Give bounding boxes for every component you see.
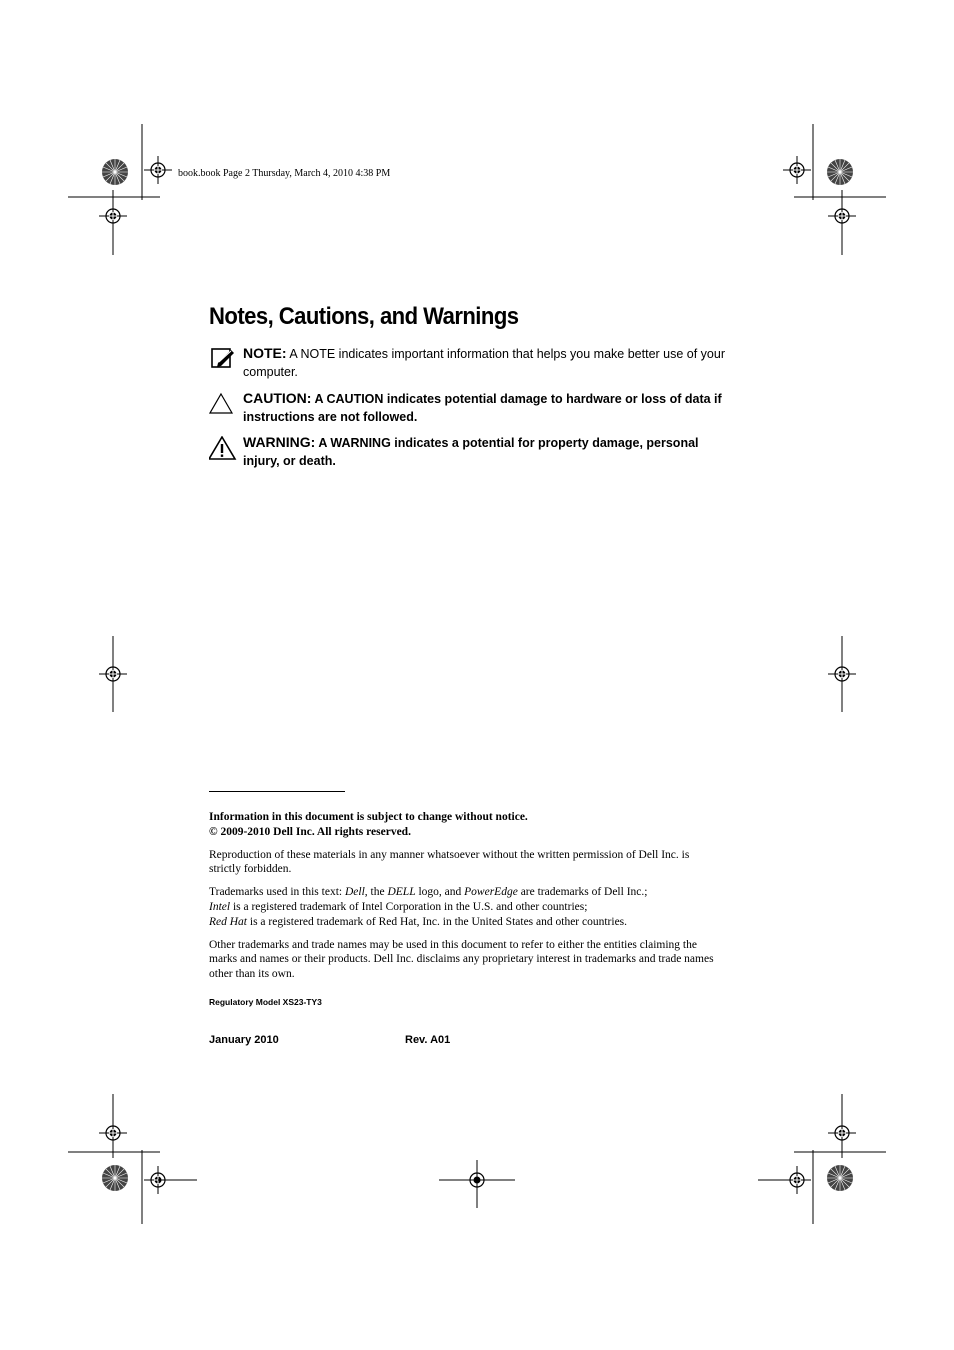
warning-notice xyxy=(209,434,729,470)
legal-copyright: © 2009-2010 Dell Inc. All rights reserved. xyxy=(209,825,411,838)
regulatory-model: Regulatory Model XS23-TY3 xyxy=(209,997,322,1007)
legal-trademarks: Trademarks used in this text: Dell, the DELL logo, and PowerEdge are trademarks of Dell Inc.; Intel is a registered trademark of Intel Corporation in the U.S. and other countries; Red Hat is a registered trademark of Red Hat, Inc. in the United States and other countries. xyxy=(209,886,648,928)
running-header: book.book Page 2 Thursday, March 4, 2010 4:38 PM xyxy=(178,168,391,179)
warning-text: A WARNING indicates a potential for property damage, personal injury, or death. xyxy=(243,436,699,468)
page-title: Notes, Cautions, and Warnings xyxy=(209,303,519,330)
caution-label: CAUTION: xyxy=(243,390,312,406)
caution-text: A CAUTION indicates potential damage to hardware or loss of data if instructions are not followed. xyxy=(243,392,722,424)
publication-date: January 2010 xyxy=(209,1034,279,1046)
note-pencil-icon xyxy=(209,347,237,371)
caution-triangle-icon xyxy=(209,392,237,416)
legal-reproduction: Reproduction of these materials in any manner whatsoever without the written permission of Dell Inc. is strictly forbidden. xyxy=(209,848,690,876)
note-notice xyxy=(209,345,729,381)
warning-exclamation-icon xyxy=(209,436,237,460)
caution-notice xyxy=(209,390,729,426)
footnote-divider xyxy=(209,791,345,792)
legal-change-notice: Information in this document is subject to change without notice. xyxy=(209,811,528,823)
legal-other-trademarks: Other trademarks and trade names may be used in this document to refer to either the entities claiming the marks and names or their products. Dell Inc. disclaims any proprietary interest in trademarks and trade names other than its own. xyxy=(209,938,714,980)
revision-number: Rev. A01 xyxy=(405,1034,451,1046)
legal-block xyxy=(209,810,723,990)
warning-label: WARNING: xyxy=(243,434,316,450)
note-text: A NOTE indicates important information that helps you make better use of your computer. xyxy=(243,347,725,379)
note-label: NOTE: xyxy=(243,345,287,361)
